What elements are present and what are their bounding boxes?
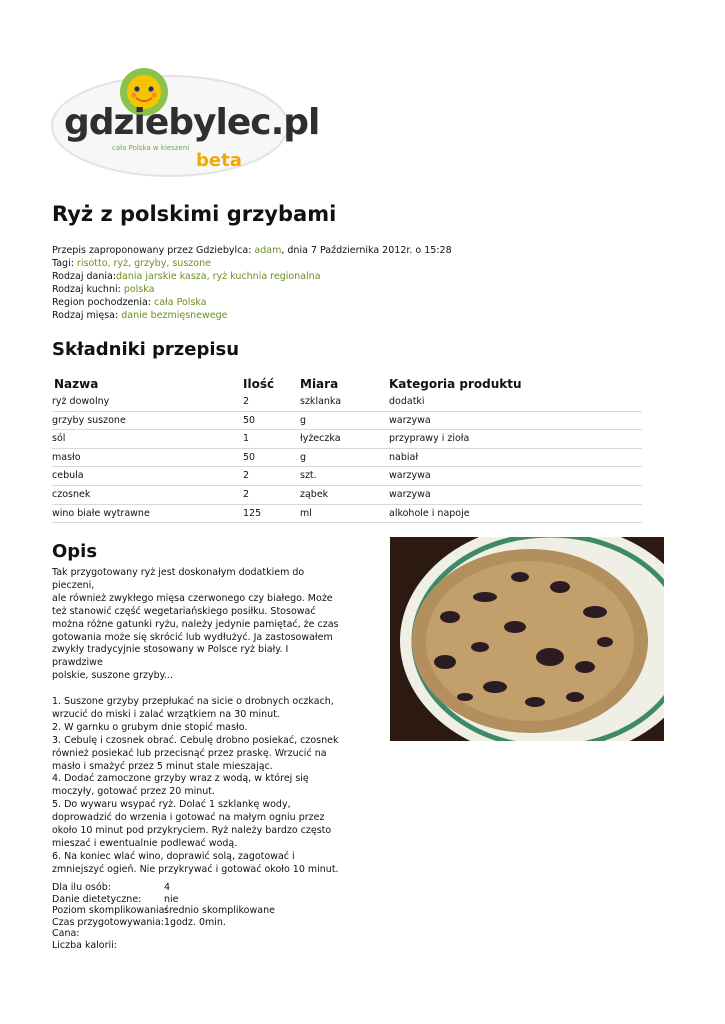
logo-wordmark: gdziebylec.pl (64, 102, 320, 143)
ingredient-quantity: 2 (243, 470, 250, 482)
meta-dish-type-label: Rodzaj dania: (52, 270, 117, 282)
ingredient-name: wino białe wytrawne (52, 507, 150, 519)
column-header-category: Kategoria produktu (389, 377, 522, 391)
dish-photo (390, 537, 664, 741)
ingredient-quantity: 125 (243, 507, 262, 519)
ingredients-heading: Składniki przepisu (52, 339, 240, 360)
info-label: Poziom skomplikowania: (52, 905, 168, 917)
ingredient-category: warzywa (389, 488, 431, 500)
ingredient-name: cebula (52, 470, 84, 482)
description-intro: Tak przygotowany ryż jest doskonałym dodatkiem do pieczeni, ale również zwykłego mięsa czerwonego czy białego. Może też stanowić część wegetariańskiego posiłku. Stosować można różne gatunki ryżu, należy jedynie pamiętać, że czas gotowania może się skrócić lub wydłużyć. Ja zastosowałem zwykły tradycyjnie stosowany w Polsce ryż biały. I prawdziwe polskie, suszone grzyby... (52, 567, 339, 682)
info-label: Dla ilu osób: (52, 882, 111, 893)
page-title: Ryż z polskimi grzybami (52, 202, 337, 226)
ingredient-name: masło (52, 451, 81, 463)
meta-cuisine-label: Rodzaj kuchni: (52, 283, 124, 295)
ingredient-quantity: 2 (243, 396, 250, 407)
tags-link[interactable]: risotto, ryż, grzyby, suszone (76, 257, 211, 269)
meta-meat-row (52, 310, 452, 323)
ingredient-unit: g (300, 414, 307, 426)
table-row (52, 467, 642, 486)
ingredient-quantity: 1 (243, 433, 250, 445)
ingredient-quantity: 50 (243, 414, 256, 426)
logo-tagline: cała Polska w kieszeni (112, 144, 190, 152)
info-label: Cana: (52, 928, 80, 940)
ingredient-unit: ząbek (300, 488, 329, 500)
ingredient-category: warzywa (389, 414, 431, 426)
cuisine-link[interactable]: polska (123, 283, 155, 295)
ingredient-quantity: 50 (243, 451, 256, 463)
description-body (52, 567, 342, 877)
meta-cuisine-row (52, 284, 452, 297)
info-label: Liczba kalorii: (52, 939, 118, 951)
table-row (52, 505, 642, 524)
table-row (52, 412, 642, 431)
region-link[interactable]: cała Polska (154, 296, 207, 308)
column-header-unit: Miara (300, 377, 339, 391)
ingredient-category: alkohole i napoje (389, 507, 470, 519)
ingredient-unit: szklanka (300, 396, 342, 407)
table-row (52, 486, 642, 505)
description-heading: Opis (52, 541, 98, 562)
meta-proposed-label: Przepis zaproponowany przez Gdziebylca: (52, 245, 255, 256)
ingredient-unit: g (300, 451, 307, 463)
info-value: 4 (164, 882, 171, 893)
ingredients-table-header (52, 377, 642, 393)
column-header-name: Nazwa (54, 377, 99, 391)
meta-date: , dnia 7 Października 2012r. o 15:28 (281, 245, 452, 256)
site-logo[interactable] (50, 52, 320, 182)
ingredient-name: ryż dowolny (52, 396, 110, 407)
info-label: Danie dietetyczne: (52, 893, 142, 905)
meat-link[interactable]: danie bezmięsnewege (121, 309, 228, 321)
meta-region-row (52, 297, 452, 310)
info-value: 1godz. 0min. (164, 916, 226, 928)
column-header-quantity: Ilość (243, 377, 275, 391)
author-link[interactable]: adam (254, 245, 282, 256)
table-row (52, 393, 642, 412)
ingredient-name: sól (52, 433, 66, 445)
dish-photo-illustration (390, 537, 664, 741)
meta-tags-label: Tagi: (52, 257, 77, 269)
meta-dish-type-row (52, 271, 452, 284)
meta-tags-row (52, 258, 452, 271)
dish-type-link[interactable]: dania jarskie kasza, ryż kuchnia regionalna (116, 270, 321, 282)
table-row (52, 449, 642, 468)
ingredient-category: dodatki (389, 396, 425, 407)
recipe-meta (52, 245, 452, 322)
table-row (52, 430, 642, 449)
meta-meat-label: Rodzaj mięsa: (52, 309, 122, 321)
ingredient-unit: szt. (300, 470, 317, 482)
meta-author-row (52, 245, 452, 258)
logo-beta-label: beta (196, 150, 242, 171)
ingredient-category: nabiał (389, 451, 419, 463)
ingredient-name: czosnek (52, 488, 91, 500)
ingredient-name: grzyby suszone (52, 414, 126, 426)
description-steps: 1. Suszone grzyby przepłukać na sicie o drobnych oczkach, wrzucić do miski i zalać wrzątkiem na 30 minut. 2. W garnku o grubym dnie stopić masło. 3. Cebulę i czosnek obrać. Cebulę drobno posiekać, czosnek również posiekać lub przecisnąć przez praskę. Wrzucić na masło i smażyć przez 5 minut stale mieszając. 4. Dodać zamoczone grzyby wraz z wodą, w której się moczyły, gotować przez 20 minut. 5. Do wywaru wsypać ryż. Dolać 1 szklankę wody, doprowadzić do wrzenia i gotować na małym ogniu przez około 10 minut pod przykryciem. Ryż należy bardzo często mieszać i ewentualnie podlewać wodą. 6. Na koniec wlać wino, doprawić solą, zagotować i zmniejszyć ogień. Nie przykrywać i gotować około 10 minut. (52, 696, 339, 875)
ingredients-table (52, 377, 642, 523)
ingredient-quantity: 2 (243, 488, 250, 500)
ingredient-unit: ml (300, 507, 312, 519)
ingredient-category: warzywa (389, 470, 431, 482)
info-value: średnio skomplikowane (164, 905, 275, 917)
ingredient-unit: łyżeczka (300, 433, 341, 445)
info-label: Czas przygotowywania: (52, 916, 165, 928)
info-value: nie (164, 893, 179, 905)
ingredient-category: przyprawy i zioła (389, 433, 470, 445)
meta-region-label: Region pochodzenia: (52, 296, 155, 308)
